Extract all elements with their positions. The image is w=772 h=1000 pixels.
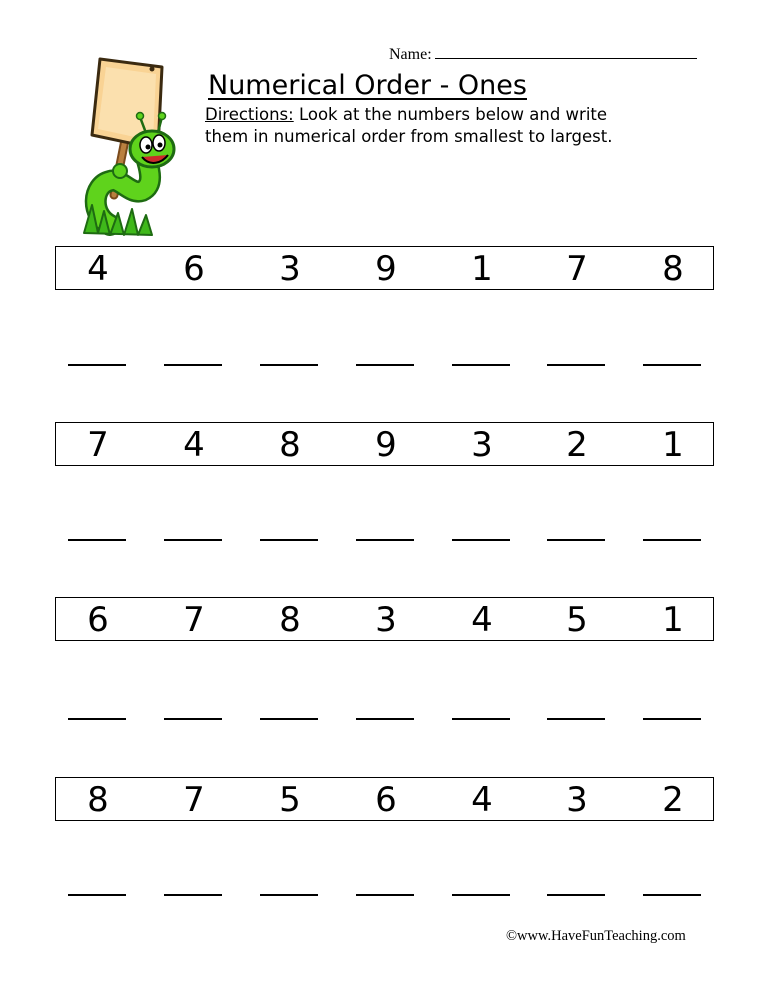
number-value: 8 (279, 600, 301, 640)
number-value: 8 (662, 249, 684, 289)
answer-blank[interactable] (547, 718, 605, 720)
number-value: 3 (566, 780, 588, 820)
answer-blank[interactable] (547, 894, 605, 896)
answer-blank[interactable] (260, 539, 318, 541)
number-value: 8 (279, 425, 301, 465)
number-value: 4 (183, 425, 205, 465)
answer-blank[interactable] (547, 539, 605, 541)
number-value: 2 (662, 780, 684, 820)
answer-blank[interactable] (68, 718, 126, 720)
number-value: 3 (471, 425, 493, 465)
number-value: 6 (87, 600, 109, 640)
answer-blank[interactable] (68, 894, 126, 896)
answer-blank[interactable] (68, 364, 126, 366)
worm-holding-sign-icon (70, 45, 200, 240)
number-value: 1 (662, 600, 684, 640)
number-value: 5 (279, 780, 301, 820)
number-value: 2 (566, 425, 588, 465)
number-value: 4 (87, 249, 109, 289)
number-value: 9 (375, 249, 397, 289)
answer-blank[interactable] (260, 718, 318, 720)
answer-blank[interactable] (260, 894, 318, 896)
answer-blank[interactable] (643, 718, 701, 720)
number-value: 1 (662, 425, 684, 465)
number-box (55, 246, 714, 290)
directions (205, 104, 625, 148)
answer-blank[interactable] (164, 364, 222, 366)
answer-row (0, 894, 772, 898)
worksheet-title: Numerical Order - Ones (208, 70, 527, 101)
copyright-text: ©www.HaveFunTeaching.com (506, 928, 686, 944)
number-value: 7 (87, 425, 109, 465)
answer-blank[interactable] (356, 718, 414, 720)
number-value: 7 (183, 780, 205, 820)
answer-blank[interactable] (452, 718, 510, 720)
name-field[interactable] (389, 44, 697, 64)
number-value: 8 (87, 780, 109, 820)
answer-blank[interactable] (643, 894, 701, 896)
answer-blank[interactable] (452, 364, 510, 366)
answer-blank[interactable] (356, 894, 414, 896)
directions-label: Directions: (205, 105, 294, 124)
directions-text: Look at the numbers below and write them in numerical order from smallest to largest. (205, 105, 613, 146)
answer-blank[interactable] (164, 894, 222, 896)
answer-blank[interactable] (452, 894, 510, 896)
answer-blank[interactable] (356, 539, 414, 541)
answer-blank[interactable] (643, 539, 701, 541)
name-blank-line[interactable] (435, 44, 697, 59)
number-value: 4 (471, 600, 493, 640)
answer-blank[interactable] (68, 539, 126, 541)
number-value: 1 (471, 249, 493, 289)
number-value: 3 (279, 249, 301, 289)
number-value: 9 (375, 425, 397, 465)
number-value: 6 (375, 780, 397, 820)
answer-row (0, 364, 772, 368)
number-box (55, 422, 714, 466)
answer-blank[interactable] (164, 539, 222, 541)
answer-blank[interactable] (643, 364, 701, 366)
number-value: 7 (566, 249, 588, 289)
number-value: 6 (183, 249, 205, 289)
answer-blank[interactable] (356, 364, 414, 366)
number-box (55, 777, 714, 821)
number-value: 4 (471, 780, 493, 820)
number-value: 3 (375, 600, 397, 640)
answer-blank[interactable] (547, 364, 605, 366)
answer-row (0, 718, 772, 722)
answer-blank[interactable] (164, 718, 222, 720)
number-box (55, 597, 714, 641)
number-value: 7 (183, 600, 205, 640)
answer-row (0, 539, 772, 543)
answer-blank[interactable] (260, 364, 318, 366)
answer-blank[interactable] (452, 539, 510, 541)
name-label: Name: (389, 46, 432, 63)
number-value: 5 (566, 600, 588, 640)
